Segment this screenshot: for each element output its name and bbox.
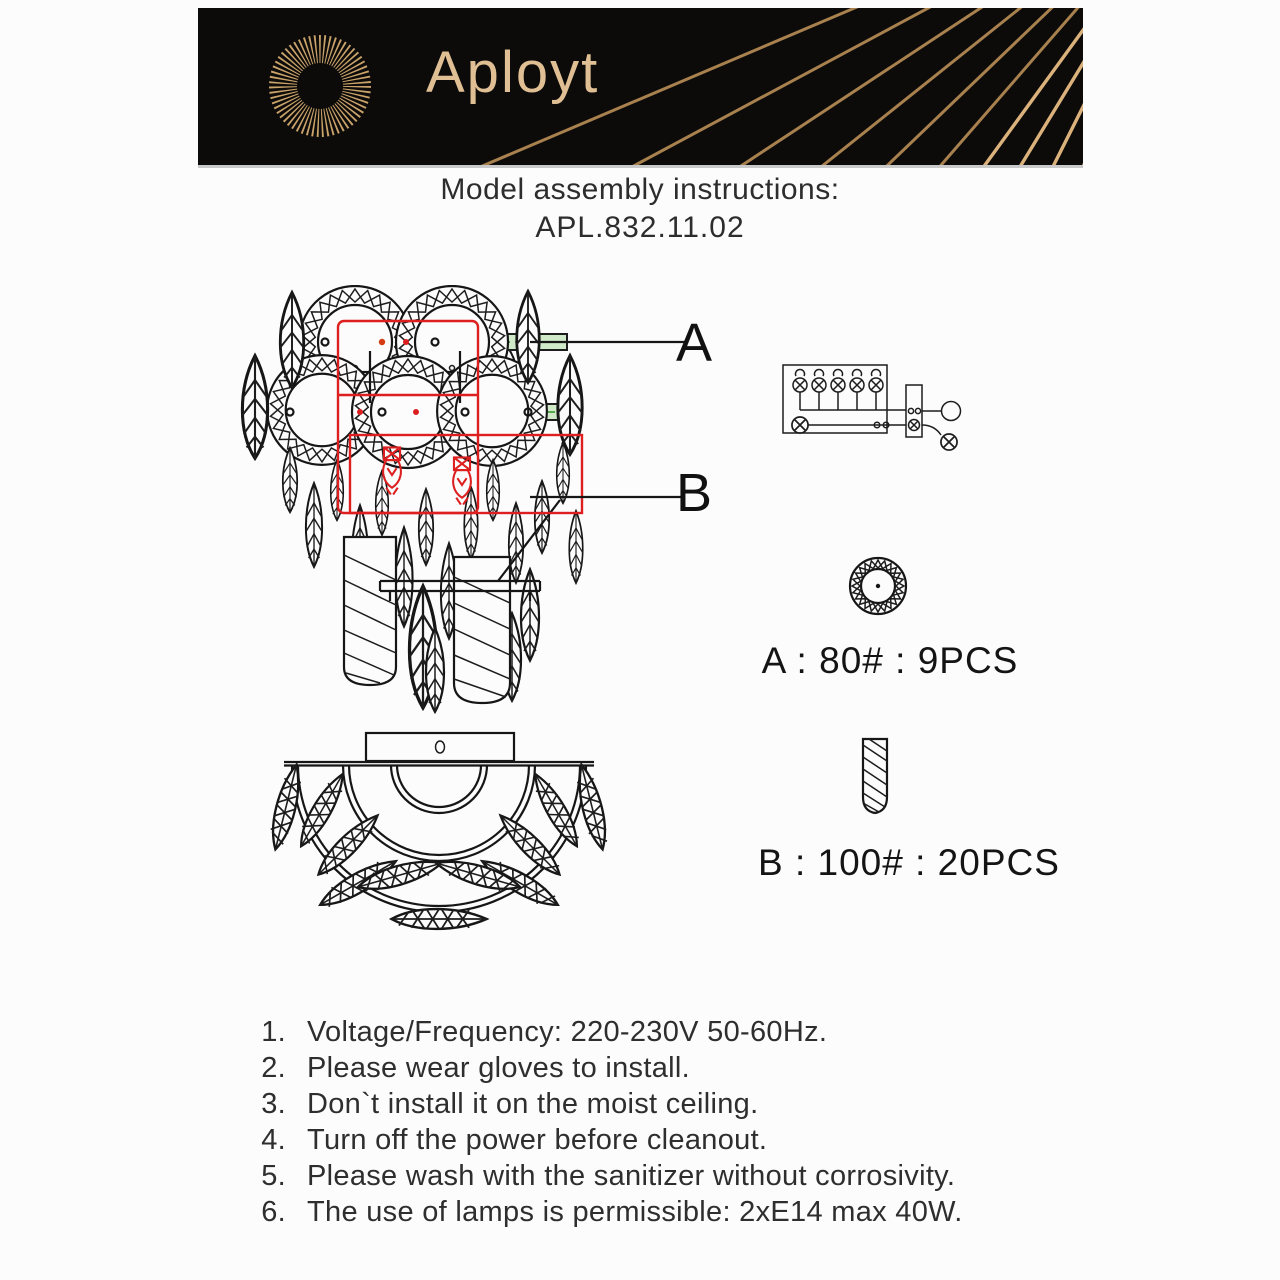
bottom-view-diagram [260,725,640,970]
mounting-plate [366,733,514,761]
corner-rays-icon [632,8,1083,165]
list-item [240,1090,1120,1119]
model-number: APL.832.11.02 [535,211,745,244]
banner-decoration [198,8,1083,165]
item-text: Voltage/Frequency: 220-230V 50-60Hz. [307,1016,828,1048]
part-a-count: A : 80# : 9PCS [761,640,1019,681]
item-text: Please wash with the sanitizer without corrosivity. [307,1160,956,1192]
page-title: Model assembly instructions: [440,173,840,206]
instructions-list [240,1018,1120,1234]
item-number: 2. [261,1052,286,1084]
item-number: 3. [261,1088,286,1120]
item-text: Don`t install it on the moist ceiling. [307,1088,759,1120]
part-b-icon [845,733,905,825]
list-item [240,1162,1120,1191]
wiring-diagram [770,345,1020,480]
rim-crystals [266,762,611,929]
part-a-icon [843,551,913,621]
wires [800,408,941,435]
item-number: 5. [261,1160,286,1192]
item-number: 1. [261,1016,286,1048]
sunburst-logo-icon [289,55,351,117]
part-b-count: B : 100# : 20PCS [758,842,1060,883]
label-a: A [676,313,713,373]
item-number: 4. [261,1124,286,1156]
header-banner [198,8,1083,168]
hanging-crystals [283,443,583,712]
item-text: Please wear gloves to install. [307,1052,690,1084]
item-text: The use of lamps is permissible: 2xE14 max 40W. [307,1196,963,1228]
item-text: Turn off the power before cleanout. [307,1124,768,1156]
crystal-disc-row-2 [267,355,547,468]
list-item [240,1126,1120,1155]
corner-rays-icon [306,8,1083,165]
item-number: 6. [261,1196,286,1228]
brand-name: Aployt [426,40,600,105]
list-item [240,1054,1120,1083]
label-b: B [676,463,713,523]
list-item [240,1198,1120,1227]
front-view-diagram [230,285,730,715]
list-item [240,1018,1120,1047]
